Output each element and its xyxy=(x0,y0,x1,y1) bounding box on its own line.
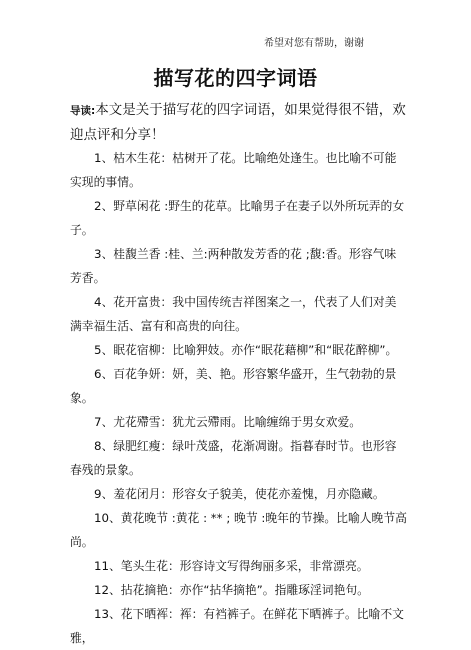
intro-paragraph xyxy=(70,98,410,147)
intro-lead: 导读: xyxy=(70,105,96,117)
list-item: 2、野草闲花 :野生的花草。比喻男子在妻子以外所玩弄的女子。 xyxy=(70,199,405,237)
list-item: 7、尤花殢雪：犹尤云殢雨。比喻缠绵于男女欢爱。 xyxy=(94,415,362,429)
list-item: 4、花开富贵：我中国传统吉祥图案之一，代表了人们对美满幸福生活、富有和高贵的向往。 xyxy=(70,295,397,333)
document-title: 描写花的四字词语 xyxy=(153,66,318,90)
header-note: 希望对您有帮助，谢谢 xyxy=(264,38,364,49)
list-item: 11、笔头生花：形容诗文写得绚丽多采，非常漂亮。 xyxy=(94,559,369,573)
list-item: 9、羞花闭月：形容女子貌美，使花亦羞愧，月亦隐藏。 xyxy=(94,487,385,501)
list-item: 10、黄花晚节 :黄花 : ** ; 晚节 :晚年的节操。比喻人晚节高尚。 xyxy=(70,511,407,549)
list-item: 3、桂馥兰香 :桂、兰:两种散发芳香的花 ;馥:香。形容气味芳香。 xyxy=(70,247,397,285)
entry-list xyxy=(70,146,408,650)
list-item: 6、百花争妍：妍，美、艳。形容繁华盛开，生气勃勃的景象。 xyxy=(70,367,397,405)
list-item: 8、绿肥红瘦：绿叶茂盛，花渐凋谢。指暮春时节。也形容春残的景象。 xyxy=(70,439,397,477)
list-item: 13、花下晒裈：裈：有裆裤子。在鲜花下晒裤子。比喻不文雅， xyxy=(70,607,404,645)
intro-text: 本文是关于描写花的四字词语，如果觉得很不错，欢迎点评和分享！ xyxy=(70,102,406,143)
list-item: 5、眠花宿柳：比喻狎妓。亦作“眠花藉柳”和“眠花醉柳”。 xyxy=(94,343,398,357)
list-item: 1、枯木生花：枯树开了花。比喻绝处逢生。也比喻不可能实现的事情。 xyxy=(70,151,397,189)
list-item: 12、拈花摘艳：亦作“拈华摘艳”。指雕琢淫词艳句。 xyxy=(94,583,369,597)
